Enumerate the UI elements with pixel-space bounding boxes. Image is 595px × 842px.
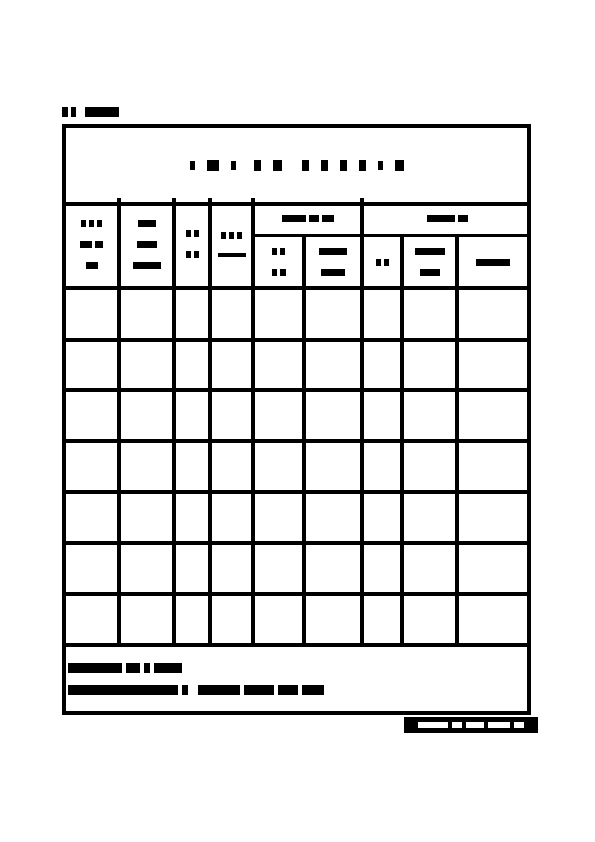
form-number <box>62 102 119 114</box>
group-header <box>364 202 531 234</box>
register-form-frame <box>62 124 531 715</box>
group-header-divider-b <box>362 234 527 237</box>
column-header <box>66 202 117 286</box>
group-header-divider-a <box>252 234 364 237</box>
form-title-band <box>66 128 527 206</box>
column-header <box>306 238 360 286</box>
column-header <box>364 238 400 286</box>
form-number-glyphs <box>62 107 119 117</box>
col-line <box>302 234 306 647</box>
column-header <box>459 238 527 286</box>
paper-size-tag <box>404 717 538 733</box>
col-line <box>455 234 459 647</box>
footer-note <box>68 658 182 668</box>
column-header <box>176 202 208 286</box>
group-header <box>255 202 360 234</box>
col-line <box>400 234 404 647</box>
column-header <box>212 202 251 286</box>
form-title-glyphs <box>190 160 404 171</box>
column-header <box>404 238 455 286</box>
footer-note <box>68 680 324 690</box>
column-header <box>121 202 172 286</box>
column-header <box>255 238 302 286</box>
